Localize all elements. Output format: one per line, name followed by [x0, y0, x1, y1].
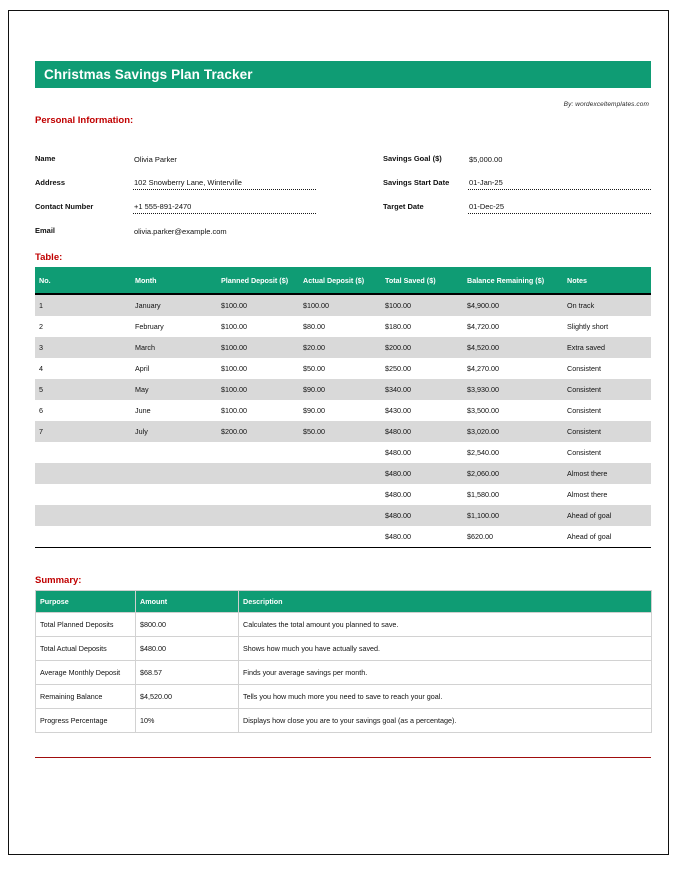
- table-row[interactable]: [35, 463, 651, 484]
- cell-actual-deposit: $20.00: [299, 337, 381, 358]
- summary-row[interactable]: [36, 613, 652, 637]
- cell-no: 2: [35, 316, 131, 337]
- cell-month: April: [131, 358, 217, 379]
- cell-notes: Consistent: [563, 400, 651, 421]
- summary-row[interactable]: [36, 637, 652, 661]
- cell-no: 3: [35, 337, 131, 358]
- cell-actual-deposit: $50.00: [299, 358, 381, 379]
- table-row[interactable]: [35, 294, 651, 316]
- column-header-no[interactable]: No.: [35, 267, 131, 294]
- column-header-balance-remaining[interactable]: Balance Remaining ($): [463, 267, 563, 294]
- cell-no: 7: [35, 421, 131, 442]
- cell-balance-remaining: $1,100.00: [463, 505, 563, 526]
- cell-actual-deposit: [299, 526, 381, 548]
- info-value-savings-goal[interactable]: $5,000.00: [469, 155, 503, 164]
- cell-month: June: [131, 400, 217, 421]
- table-row[interactable]: [35, 484, 651, 505]
- summary-row[interactable]: [36, 709, 652, 733]
- table-section-heading: Table:: [35, 252, 63, 263]
- cell-no: 6: [35, 400, 131, 421]
- cell-no: 5: [35, 379, 131, 400]
- table-row[interactable]: [35, 316, 651, 337]
- cell-no: 4: [35, 358, 131, 379]
- cell-balance-remaining: $4,900.00: [463, 294, 563, 316]
- cell-month: [131, 442, 217, 463]
- cell-total-saved: $340.00: [381, 379, 463, 400]
- info-value-target-date[interactable]: 01-Dec-25: [468, 202, 651, 214]
- cell-month: March: [131, 337, 217, 358]
- cell-month: January: [131, 294, 217, 316]
- table-row[interactable]: [35, 442, 651, 463]
- cell-amount: $68.57: [136, 661, 239, 685]
- cell-description: Calculates the total amount you planned to save.: [239, 613, 652, 637]
- cell-balance-remaining: $4,520.00: [463, 337, 563, 358]
- document-page: [8, 10, 669, 855]
- info-value-name[interactable]: Olivia Parker: [134, 155, 177, 164]
- cell-actual-deposit: [299, 505, 381, 526]
- footer-divider: [35, 757, 651, 758]
- table-row[interactable]: [35, 421, 651, 442]
- summary-section-heading: Summary:: [35, 575, 82, 586]
- cell-month: February: [131, 316, 217, 337]
- cell-description: Shows how much you have actually saved.: [239, 637, 652, 661]
- cell-planned-deposit: $100.00: [217, 337, 299, 358]
- cell-description: Finds your average savings per month.: [239, 661, 652, 685]
- cell-planned-deposit: [217, 505, 299, 526]
- attribution-row: [35, 88, 651, 107]
- cell-total-saved: $480.00: [381, 505, 463, 526]
- summary-table-header: [36, 591, 652, 613]
- cell-amount: $480.00: [136, 637, 239, 661]
- table-row[interactable]: [35, 379, 651, 400]
- summary-row[interactable]: [36, 661, 652, 685]
- cell-balance-remaining: $620.00: [463, 526, 563, 548]
- cell-planned-deposit: $100.00: [217, 294, 299, 316]
- info-row-target-date: [383, 190, 651, 214]
- column-header-planned-deposit[interactable]: Planned Deposit ($): [217, 267, 299, 294]
- table-header-row: [35, 267, 651, 294]
- cell-notes: Almost there: [563, 463, 651, 484]
- cell-actual-deposit: $90.00: [299, 400, 381, 421]
- cell-planned-deposit: [217, 463, 299, 484]
- table-row[interactable]: [35, 358, 651, 379]
- cell-balance-remaining: $3,500.00: [463, 400, 563, 421]
- cell-purpose: Total Planned Deposits: [36, 613, 136, 637]
- cell-total-saved: $100.00: [381, 294, 463, 316]
- attribution-text: By: wordexceltemplates.com: [563, 101, 649, 108]
- summary-header-row: [36, 591, 652, 613]
- personal-information-heading: Personal Information:: [35, 115, 134, 126]
- info-value-email[interactable]: olivia.parker@example.com: [134, 227, 227, 236]
- page-title: Christmas Savings Plan Tracker: [44, 67, 253, 82]
- cell-actual-deposit: [299, 463, 381, 484]
- info-row-savings-goal: [383, 142, 651, 166]
- cell-purpose: Average Monthly Deposit: [36, 661, 136, 685]
- cell-actual-deposit: [299, 484, 381, 505]
- cell-balance-remaining: $3,930.00: [463, 379, 563, 400]
- info-label-name: Name: [35, 154, 56, 163]
- column-header-notes[interactable]: Notes: [563, 267, 651, 294]
- info-row-contact-number: [35, 190, 383, 214]
- cell-month: [131, 463, 217, 484]
- table-row[interactable]: [35, 526, 651, 548]
- cell-no: [35, 463, 131, 484]
- info-label-savings-goal: Savings Goal ($): [383, 154, 442, 163]
- info-label-address: Address: [35, 178, 66, 187]
- cell-notes: Extra saved: [563, 337, 651, 358]
- cell-total-saved: $430.00: [381, 400, 463, 421]
- info-label-email: Email: [35, 226, 56, 235]
- cell-total-saved: $480.00: [381, 442, 463, 463]
- info-label-savings-start-date: Savings Start Date: [383, 178, 450, 187]
- cell-amount: $4,520.00: [136, 685, 239, 709]
- cell-purpose: Remaining Balance: [36, 685, 136, 709]
- savings-plan-table-header: [35, 267, 651, 294]
- info-row-name: [35, 142, 383, 166]
- cell-total-saved: $480.00: [381, 484, 463, 505]
- cell-balance-remaining: $4,270.00: [463, 358, 563, 379]
- cell-no: [35, 442, 131, 463]
- cell-month: [131, 505, 217, 526]
- cell-actual-deposit: $80.00: [299, 316, 381, 337]
- cell-total-saved: $200.00: [381, 337, 463, 358]
- cell-balance-remaining: $4,720.00: [463, 316, 563, 337]
- cell-planned-deposit: $100.00: [217, 379, 299, 400]
- cell-notes: Consistent: [563, 421, 651, 442]
- summary-row[interactable]: [36, 685, 652, 709]
- cell-total-saved: $480.00: [381, 526, 463, 548]
- cell-notes: Consistent: [563, 379, 651, 400]
- cell-no: [35, 484, 131, 505]
- cell-balance-remaining: $2,060.00: [463, 463, 563, 484]
- cell-planned-deposit: [217, 526, 299, 548]
- cell-actual-deposit: $50.00: [299, 421, 381, 442]
- table-row[interactable]: [35, 337, 651, 358]
- cell-notes: Almost there: [563, 484, 651, 505]
- cell-planned-deposit: $100.00: [217, 316, 299, 337]
- cell-no: 1: [35, 294, 131, 316]
- cell-planned-deposit: $200.00: [217, 421, 299, 442]
- cell-planned-deposit: $100.00: [217, 358, 299, 379]
- cell-notes: On track: [563, 294, 651, 316]
- column-header-description[interactable]: Description: [239, 591, 652, 613]
- personal-info-left-column: [35, 142, 383, 238]
- cell-purpose: Total Actual Deposits: [36, 637, 136, 661]
- info-label-contact-number: Contact Number: [35, 202, 94, 211]
- cell-notes: Ahead of goal: [563, 526, 651, 548]
- column-header-month[interactable]: Month: [131, 267, 217, 294]
- column-header-amount[interactable]: Amount: [136, 591, 239, 613]
- cell-balance-remaining: $2,540.00: [463, 442, 563, 463]
- cell-month: July: [131, 421, 217, 442]
- cell-actual-deposit: [299, 442, 381, 463]
- info-row-address: [35, 166, 383, 190]
- personal-information-grid: [35, 142, 651, 238]
- info-row-savings-start-date: [383, 166, 651, 190]
- cell-notes: Ahead of goal: [563, 505, 651, 526]
- cell-no: [35, 526, 131, 548]
- cell-total-saved: $480.00: [381, 421, 463, 442]
- info-value-savings-start-date[interactable]: 01-Jan-25: [468, 178, 651, 190]
- cell-no: [35, 505, 131, 526]
- cell-description: Tells you how much more you need to save to reach your goal.: [239, 685, 652, 709]
- cell-month: May: [131, 379, 217, 400]
- cell-planned-deposit: [217, 484, 299, 505]
- cell-planned-deposit: [217, 442, 299, 463]
- cell-planned-deposit: $100.00: [217, 400, 299, 421]
- cell-notes: Consistent: [563, 358, 651, 379]
- personal-info-right-column: [383, 142, 651, 238]
- summary-table-body: [36, 613, 652, 733]
- summary-table: [35, 590, 652, 733]
- info-value-address[interactable]: 102 Snowberry Lane, Winterville: [133, 178, 316, 190]
- cell-total-saved: $180.00: [381, 316, 463, 337]
- cell-notes: Consistent: [563, 442, 651, 463]
- cell-actual-deposit: $100.00: [299, 294, 381, 316]
- info-label-target-date: Target Date: [383, 202, 424, 211]
- cell-total-saved: $250.00: [381, 358, 463, 379]
- cell-actual-deposit: $90.00: [299, 379, 381, 400]
- cell-amount: 10%: [136, 709, 239, 733]
- cell-month: [131, 484, 217, 505]
- column-header-actual-deposit[interactable]: Actual Deposit ($): [299, 267, 381, 294]
- document-title-banner: [35, 61, 651, 88]
- cell-amount: $800.00: [136, 613, 239, 637]
- column-header-total-saved[interactable]: Total Saved ($): [381, 267, 463, 294]
- savings-plan-table-body: [35, 294, 651, 548]
- table-row[interactable]: [35, 505, 651, 526]
- cell-purpose: Progress Percentage: [36, 709, 136, 733]
- info-value-contact-number[interactable]: +1 555-891-2470: [133, 202, 316, 214]
- info-row-email: [35, 214, 383, 238]
- cell-month: [131, 526, 217, 548]
- cell-total-saved: $480.00: [381, 463, 463, 484]
- page-content: [35, 61, 651, 758]
- cell-notes: Slightly short: [563, 316, 651, 337]
- cell-description: Displays how close you are to your savings goal (as a percentage).: [239, 709, 652, 733]
- savings-plan-table: [35, 267, 651, 548]
- cell-balance-remaining: $1,580.00: [463, 484, 563, 505]
- column-header-purpose[interactable]: Purpose: [36, 591, 136, 613]
- table-row[interactable]: [35, 400, 651, 421]
- cell-balance-remaining: $3,020.00: [463, 421, 563, 442]
